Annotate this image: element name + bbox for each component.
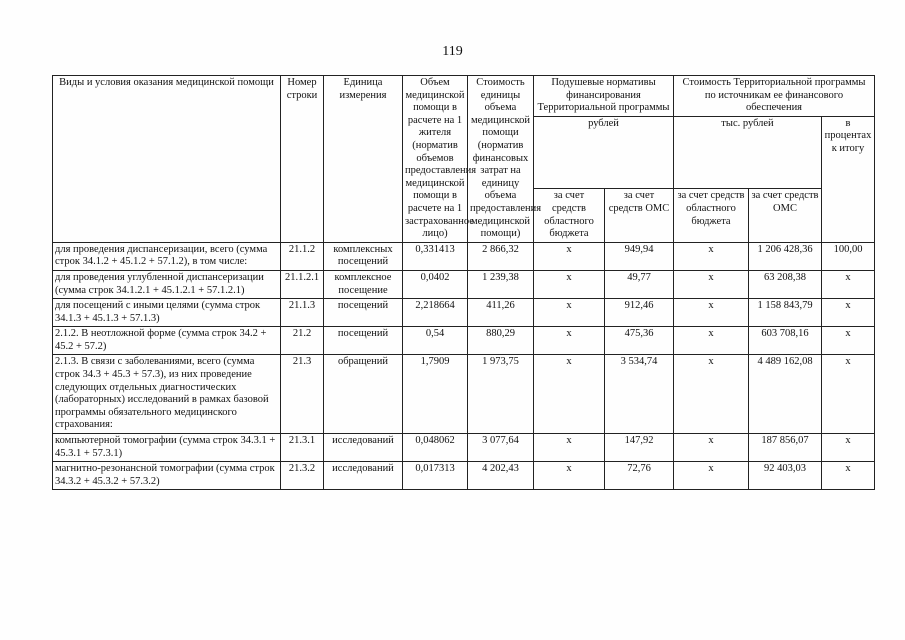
cell-tot-oms: 92 403,03 [749,462,822,490]
header-type: Виды и условия оказания медицинской помощи [53,76,281,243]
cell-unit: посещений [324,299,403,327]
cell-cost: 880,29 [468,327,534,355]
cell-row-no: 21.3 [281,355,324,434]
cell-pc-oms: 72,76 [605,462,674,490]
table-row [53,242,875,270]
header-tot-oms: за счет средств ОМС [749,189,822,242]
cell-tot-oms: 187 856,07 [749,434,822,462]
cell-unit: комплексное посещение [324,270,403,298]
cell-pc-budget: х [534,242,605,270]
table-row [53,270,875,298]
cell-row-no: 21.3.2 [281,462,324,490]
cell-label: для проведения углубленной диспансеризации (сумма строк 34.1.2.1 + 45.1.2.1 + 57.1.2.1) [53,270,281,298]
cell-percent: х [822,270,875,298]
cell-pc-oms: 147,92 [605,434,674,462]
cell-volume: 1,7909 [403,355,468,434]
cell-unit: комплексных посещений [324,242,403,270]
cell-unit: исследований [324,462,403,490]
cell-cost: 1 239,38 [468,270,534,298]
cell-pc-oms: 3 534,74 [605,355,674,434]
cell-percent: х [822,462,875,490]
cell-pc-budget: х [534,462,605,490]
cell-tot-oms: 603 708,16 [749,327,822,355]
header-row-no: Номер строки [281,76,324,243]
cell-volume: 2,218664 [403,299,468,327]
cell-volume: 0,331413 [403,242,468,270]
cell-percent: х [822,355,875,434]
cell-volume: 0,0402 [403,270,468,298]
header-pc-budget: за счет средств областного бюджета [534,189,605,242]
cell-percent: х [822,327,875,355]
header-percent: в процентах к итогу [822,116,875,242]
cell-tot-budget: х [674,242,749,270]
cell-label: компьютерной томографии (сумма строк 34.3.1 + 45.3.1 + 57.3.1) [53,434,281,462]
cell-pc-budget: х [534,299,605,327]
cell-pc-oms: 949,94 [605,242,674,270]
cell-label: 2.1.3. В связи с заболеваниями, всего (сумма строк 34.3 + 45.3 + 57.3), из них проведение следующих отдельных диагностических (лабораторных) исследований в рамках базовой программы обязательного медицинского страхования: [53,355,281,434]
cell-row-no: 21.2 [281,327,324,355]
cell-pc-budget: х [534,434,605,462]
cell-label: магнитно-резонансной томографии (сумма строк 34.3.2 + 45.3.2 + 57.3.2) [53,462,281,490]
cell-tot-oms: 4 489 162,08 [749,355,822,434]
table-row [53,299,875,327]
header-total: Стоимость Территориальной программы по источникам ее финансового обеспечения [674,76,875,117]
program-cost-table [52,75,875,490]
header-unit-rub: рублей [534,116,674,189]
cell-row-no: 21.1.2 [281,242,324,270]
cell-volume: 0,54 [403,327,468,355]
cell-tot-oms: 63 208,38 [749,270,822,298]
cell-percent: х [822,434,875,462]
header-cost: Стоимость единицы объема медицинской помощи (норматив финансовых затрат на единицу объема предоставления медицинской помощи) [468,76,534,243]
cell-label: 2.1.2. В неотложной форме (сумма строк 34.2 + 45.2 + 57.2) [53,327,281,355]
cell-tot-budget: х [674,327,749,355]
table-row [53,462,875,490]
cell-cost: 3 077,64 [468,434,534,462]
header-per-capita: Подушевые нормативы финансирования Территориальной программы [534,76,674,117]
table-body [53,242,875,490]
cell-tot-budget: х [674,270,749,298]
header-volume: Объем медицинской помощи в расчете на 1 жителя (норматив объемов предоставления медицинской помощи в расчете на 1 застрахованное лицо) [403,76,468,243]
cell-cost: 2 866,32 [468,242,534,270]
cell-cost: 4 202,43 [468,462,534,490]
cell-percent: 100,00 [822,242,875,270]
cell-pc-oms: 49,77 [605,270,674,298]
cell-row-no: 21.1.2.1 [281,270,324,298]
table-row [53,355,875,434]
cell-tot-budget: х [674,355,749,434]
cell-tot-oms: 1 158 843,79 [749,299,822,327]
cell-tot-oms: 1 206 428,36 [749,242,822,270]
cell-cost: 1 973,75 [468,355,534,434]
cell-pc-oms: 475,36 [605,327,674,355]
cell-percent: х [822,299,875,327]
cell-pc-budget: х [534,270,605,298]
cell-unit: обращений [324,355,403,434]
header-pc-oms: за счет средств ОМС [605,189,674,242]
cell-label: для посещений с иными целями (сумма строк 34.1.3 + 45.1.3 + 57.1.3) [53,299,281,327]
cell-pc-oms: 912,46 [605,299,674,327]
cell-row-no: 21.3.1 [281,434,324,462]
cell-row-no: 21.1.3 [281,299,324,327]
cell-unit: исследований [324,434,403,462]
cell-volume: 0,017313 [403,462,468,490]
cell-tot-budget: х [674,299,749,327]
header-tot-budget: за счет средств областного бюджета [674,189,749,242]
cell-tot-budget: х [674,434,749,462]
header-unit: Единица измерения [324,76,403,243]
cell-label: для проведения диспансеризации, всего (сумма строк 34.1.2 + 45.1.2 + 57.1.2), в том числе: [53,242,281,270]
table-row [53,434,875,462]
cell-pc-budget: х [534,355,605,434]
table-row [53,327,875,355]
cell-cost: 411,26 [468,299,534,327]
cell-unit: посещений [324,327,403,355]
page-number: 119 [442,44,463,59]
cell-pc-budget: х [534,327,605,355]
header-unit-thousand-rub: тыс. рублей [674,116,822,189]
cell-tot-budget: х [674,462,749,490]
cell-volume: 0,048062 [403,434,468,462]
